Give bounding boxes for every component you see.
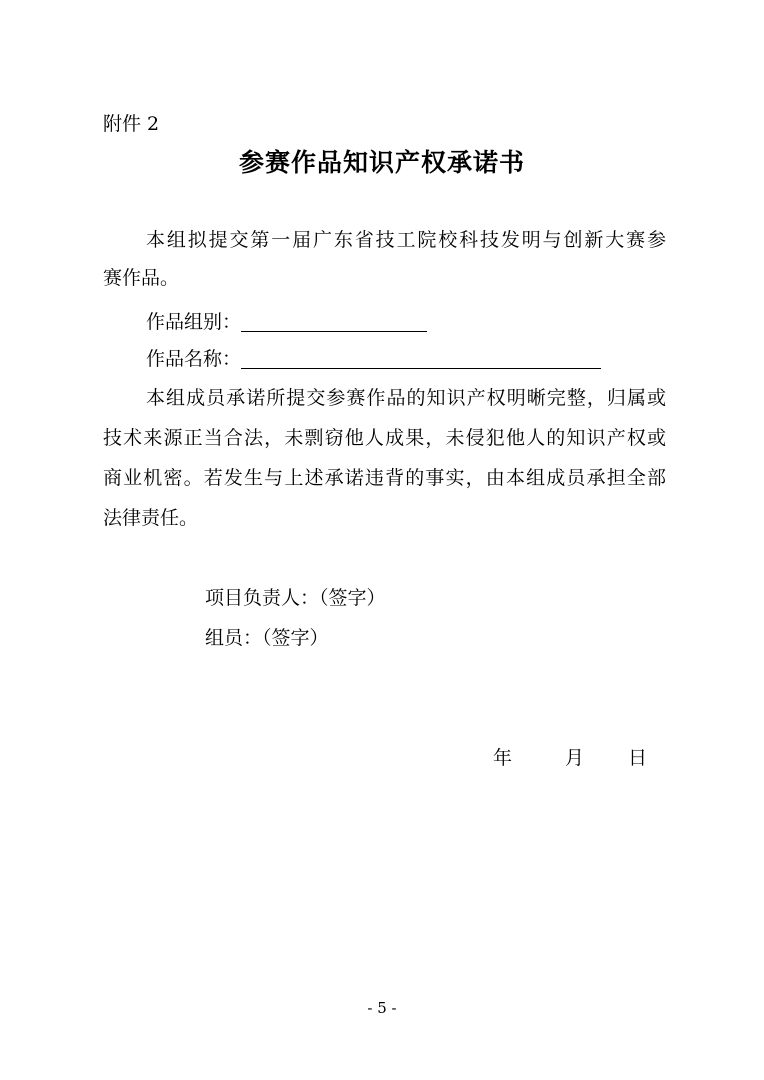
pledge-text-1: 本组成员承诺所提交参赛作品的知识产权明晰完整，归属或 xyxy=(146,387,668,409)
leader-signature: 项目负责人：（签字） xyxy=(205,587,386,609)
pledge-text-3: 商业机密。若发生与上述承诺违背的事实，由本组成员承担全部 xyxy=(103,467,668,489)
pledge-line-1 xyxy=(146,386,666,410)
pledge-line-3 xyxy=(103,466,666,490)
date-day: 日 xyxy=(628,747,648,769)
document-title: 参赛作品知识产权承诺书 xyxy=(238,148,525,177)
work-group-field xyxy=(146,310,427,334)
work-name-label: 作品名称： xyxy=(146,348,242,370)
pledge-line-4: 法律责任。 xyxy=(103,507,199,529)
work-name-field xyxy=(146,347,601,371)
pledge-text-2: 技术来源正当合法，未剽窃他人成果，未侵犯他人的知识产权或 xyxy=(103,427,668,449)
attachment-label: 附件 2 xyxy=(103,113,160,135)
work-name-blank[interactable] xyxy=(241,350,601,369)
intro-text-1: 本组拟提交第一届广东省技工院校科技发明与创新大赛参 xyxy=(146,229,668,251)
intro-line-1 xyxy=(146,228,666,252)
page-number: - 5 - xyxy=(367,999,397,1017)
date-month: 月 xyxy=(565,747,585,769)
work-group-blank[interactable] xyxy=(241,313,427,332)
pledge-line-2 xyxy=(103,426,666,450)
date-year: 年 xyxy=(493,747,513,769)
members-signature: 组员：（签字） xyxy=(205,627,329,649)
work-group-label: 作品组别： xyxy=(146,311,242,333)
intro-line-2: 赛作品。 xyxy=(103,267,180,289)
